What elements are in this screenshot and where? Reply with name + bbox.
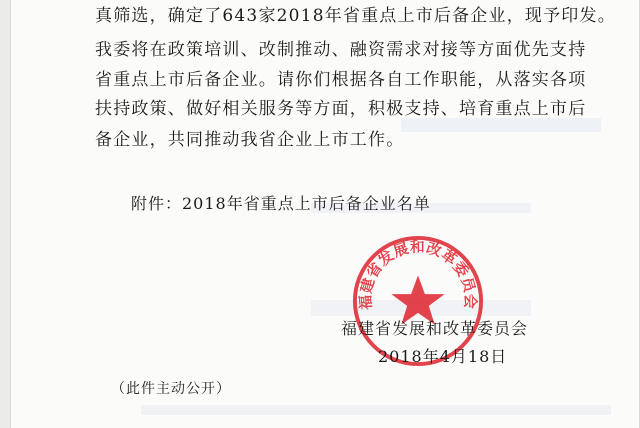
bleed-through-band-4 [141,405,611,415]
body-line-5: 备企业，共同推动我省企业上市工作。 [95,130,405,150]
body-line-4: 扶持政策、做好相关服务等方面，积极支持、培育重点上市后 [95,99,587,119]
bleed-through-band-1 [401,118,601,132]
document-page [10,0,640,428]
body-line-1: 真筛选，确定了643家2018年省重点上市后备企业，现予印发。 [95,6,616,26]
public-note: （此件主动公开） [111,381,231,397]
issue-date: 2018年4月18日 [378,347,508,366]
body-line-2: 我委将在政策培训、改制推动、融资需求对接等方面优先支持 [95,40,587,60]
body-line-3: 省重点上市后备企业。请你们根据各自工作职能，从落实各项 [95,70,587,90]
attachment-line: 附件：2018年省重点上市后备企业名单 [131,194,431,213]
issuer-name: 福建省发展和改革委员会 [341,319,529,338]
svg-text:福建省发展和改革委员会: 福建省发展和改革委员会 [357,238,479,311]
